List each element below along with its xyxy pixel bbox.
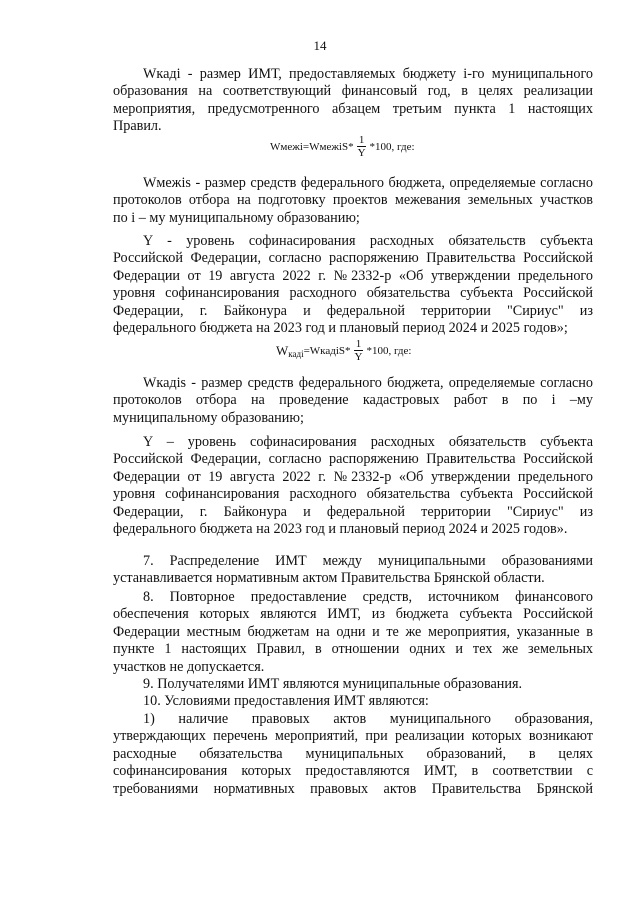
text-line: Правил. bbox=[113, 118, 162, 135]
text-line: Российской Федерации, согласно распоряжению Правительства Российской bbox=[113, 451, 593, 468]
formula-lhs-subscript: каді bbox=[288, 348, 304, 359]
text-line: протоколов отбора на подготовку проектов межевания земельных участков bbox=[113, 192, 593, 209]
formula-fraction bbox=[353, 338, 365, 363]
formula-wkadi bbox=[276, 338, 411, 363]
paragraph-wkadi-definition bbox=[113, 66, 593, 136]
text-line: софинансирования которых предоставляются ИМТ, в соответствии с bbox=[113, 763, 593, 780]
formula-rest: *100, где: bbox=[366, 344, 412, 357]
paragraph-y-definition-2 bbox=[113, 434, 593, 538]
text-line: 9. Получателями ИМТ являются муниципальные образования. bbox=[143, 676, 523, 692]
text-line: муниципальному образованию; bbox=[113, 409, 304, 426]
text-line: федерального бюджета на 2023 год и плановый период 2024 и 2025 годов»; bbox=[113, 320, 568, 337]
text-line: Wкадіѕ - размер средств федерального бюджета, определяемые согласно bbox=[143, 375, 593, 391]
text-line: требованиями нормативных правовых актов Правительства Брянской bbox=[113, 780, 593, 797]
text-line: мероприятия, предусмотренного абзацем третьим пункта 1 настоящих bbox=[113, 100, 593, 117]
formula-eq: =WкадіS* bbox=[303, 344, 351, 357]
text-line: участков не допускается. bbox=[113, 658, 265, 675]
fraction-denominator: Y bbox=[357, 147, 366, 159]
text-line: Федерации, г. Байконура и федеральной территории "Сириус" из bbox=[113, 503, 593, 520]
text-line: обеспечения которых являются ИМТ, из бюджета субъекта Российской bbox=[113, 606, 593, 623]
page-number: 14 bbox=[313, 38, 327, 53]
fraction-numerator: 1 bbox=[358, 134, 365, 146]
text-line: утверждающих перечень мероприятий, при реализации которых возникают bbox=[113, 728, 593, 745]
text-line: Wмежіѕ - размер средств федерального бюджета, определяемые согласно bbox=[143, 175, 593, 191]
text-line: Y – уровень софинасирования расходных обязательств субъекта bbox=[143, 434, 593, 450]
paragraph-wmezhis-definition bbox=[113, 175, 593, 227]
formula-lhs: W bbox=[276, 342, 289, 358]
text-line: по і – му муниципальному образованию; bbox=[113, 209, 360, 226]
text-line: Федерации местным бюджетам на одни и те же мероприятия, указанные в bbox=[113, 623, 593, 640]
text-line: уровня софинансирования расходного обязательства субъекта Российской bbox=[113, 285, 593, 302]
paragraph-10-1 bbox=[113, 711, 593, 798]
fraction-numerator: 1 bbox=[355, 338, 362, 350]
text-line: 1) наличие правовых актов муниципального образования, bbox=[143, 711, 593, 727]
formula-lhs: Wмежі bbox=[270, 140, 303, 153]
text-line: Wкаді - размер ИМТ, предоставляемых бюджету i-го муниципального bbox=[143, 66, 593, 82]
text-line: образования на соответствующий финансовый год, в целях реализации bbox=[113, 83, 593, 100]
formula-wmezhi bbox=[270, 134, 415, 159]
text-line: Федерации от 19 августа 2022 г. №2332-р «Об утверждении предельного bbox=[113, 468, 593, 485]
text-line: расходные обязательства муниципальных образований, в целях bbox=[113, 745, 593, 762]
formula-rest: *100, где: bbox=[369, 140, 415, 153]
paragraph-y-definition-1 bbox=[113, 233, 593, 337]
text-line: пункте 1 настоящих Правил, в отношении одних и тех же земельных bbox=[113, 641, 593, 658]
text-line: Y - уровень софинасирования расходных обязательств субъекта bbox=[143, 233, 593, 249]
text-line: устанавливается нормативным актом Правительства Брянской области. bbox=[113, 570, 545, 587]
text-line: федерального бюджета на 2023 год и плановый период 2024 и 2025 годов». bbox=[113, 521, 568, 538]
text-line: уровня софинансирования расходного обязательства субъекта Российской bbox=[113, 486, 593, 503]
text-line: 8. Повторное предоставление средств, источником финансового bbox=[143, 589, 593, 605]
text-line: Федерации от 19 августа 2022 г. №2332-р «Об утверждении предельного bbox=[113, 267, 593, 284]
paragraph-8 bbox=[113, 589, 593, 676]
paragraph-wkadis-definition bbox=[113, 375, 593, 427]
formula-fraction bbox=[356, 134, 368, 159]
text-line: 7. Распределение ИМТ между муниципальными образованиями bbox=[143, 553, 593, 569]
fraction-denominator: Y bbox=[354, 351, 363, 363]
text-line: Федерации, г. Байконура и федеральной территории "Сириус" из bbox=[113, 302, 593, 319]
formula-eq: =WмежіS* bbox=[302, 140, 354, 153]
paragraph-9 bbox=[113, 676, 593, 693]
text-line: Российской Федерации, согласно распоряжению Правительства Российской bbox=[113, 250, 593, 267]
text-line: протоколов отбора на проведение кадастровых работ в по і –му bbox=[113, 392, 593, 409]
paragraph-7 bbox=[113, 553, 593, 588]
text-line: 10. Условиями предоставления ИМТ являются: bbox=[143, 693, 429, 709]
paragraph-10 bbox=[113, 693, 593, 710]
